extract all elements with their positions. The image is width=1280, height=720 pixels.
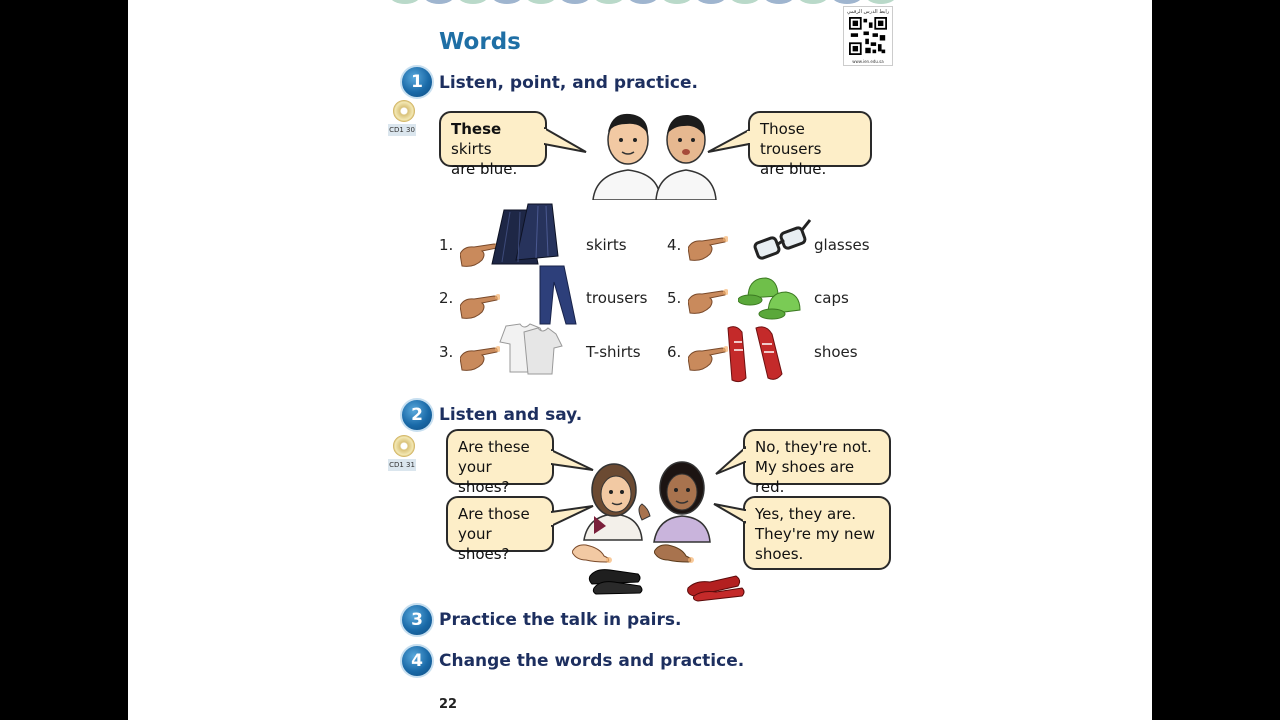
section-3-badge: 3 [400,603,434,637]
dot [696,0,726,4]
pointing-hand-icon [688,234,728,262]
dot [560,0,590,4]
black-shoes-picture [586,562,646,596]
tshirts-picture [494,322,564,376]
dot [662,0,692,4]
speech-bubble-these-skirts [439,111,547,178]
dot [866,0,896,4]
vocab-word: T-shirts [586,343,641,361]
item-number: 1. [439,236,454,254]
item-number: 6. [667,343,682,361]
two-girls-illustration [580,458,720,546]
bubble-text: skirts [451,140,492,158]
dot [832,0,862,4]
speech-bubble-those-trousers [748,111,872,178]
decorative-dots [390,0,890,6]
item-number: 2. [439,289,454,307]
dot [764,0,794,4]
dot [594,0,624,4]
speech-bubble-no-theyre-not [743,429,891,496]
red-shoes-picture [684,570,746,602]
item-number: 3. [439,343,454,361]
bubble-text: Yes, they are. [755,505,857,523]
bubble-bold-word: These [451,120,502,138]
section-2-instruction: Listen and say. [439,405,583,425]
two-boys-illustration [588,110,718,200]
cd-track-1[interactable] [388,100,418,138]
speech-bubble-are-those [446,496,554,563]
speech-bubble-yes-they-are [743,496,891,570]
vocab-word: trousers [586,289,648,307]
cd-icon [393,435,415,457]
dot [730,0,760,4]
vocab-word: glasses [814,236,870,254]
skirts-picture [490,202,560,272]
qr-header: رابط الدرس الرقمي [846,9,890,15]
bubble-text: are blue. [451,160,518,178]
section-1-instruction: Listen, point, and practice. [439,73,698,93]
dot [798,0,828,4]
bubble-text: shoes. [755,545,804,563]
bubble-text: No, they're not. [755,438,872,456]
dot [492,0,522,4]
bubble-text: are blue. [760,160,827,178]
dot [458,0,488,4]
section-2-badge: 2 [400,398,434,432]
section-3-instruction: Practice the talk in pairs. [439,610,682,630]
dot [424,0,454,4]
bubble-text: Are those [458,505,530,523]
bubble-text: your shoes? [458,525,510,563]
qr-url: www.ien.edu.sa [852,59,884,64]
bubble-text: your shoes? [458,458,510,496]
bubble-text: Those trousers [760,120,822,158]
caps-picture [738,274,804,320]
glasses-picture [752,216,814,268]
dot [628,0,658,4]
bubble-text: My shoes are red. [755,458,855,496]
section-4-badge: 4 [400,644,434,678]
section-1-badge: 1 [400,65,434,99]
pointing-hand-icon [688,287,728,315]
cd-icon [393,100,415,122]
cd-label: CD1 31 [389,461,415,469]
shoes-picture [722,322,786,386]
bubble-text: They're my new [755,525,875,543]
page-title: Words [439,29,521,55]
vocab-word: shoes [814,343,858,361]
trousers-picture [532,264,580,326]
qr-code-icon [849,17,887,55]
bubble-text: Are these [458,438,530,456]
pointing-hand-icon [654,540,694,568]
item-number: 4. [667,236,682,254]
qr-code-block[interactable] [843,6,893,66]
speech-bubble-are-these [446,429,554,496]
dot [526,0,556,4]
bubble-tail [544,126,588,156]
cd-track-2[interactable] [388,435,418,473]
textbook-page [128,0,1152,720]
page-number: 22 [439,697,458,712]
pointing-hand-icon [460,292,500,320]
vocab-word: caps [814,289,849,307]
item-number: 5. [667,289,682,307]
section-4-instruction: Change the words and practice. [439,651,745,671]
cd-label: CD1 30 [389,126,415,134]
vocab-word: skirts [586,236,627,254]
dot [390,0,420,4]
